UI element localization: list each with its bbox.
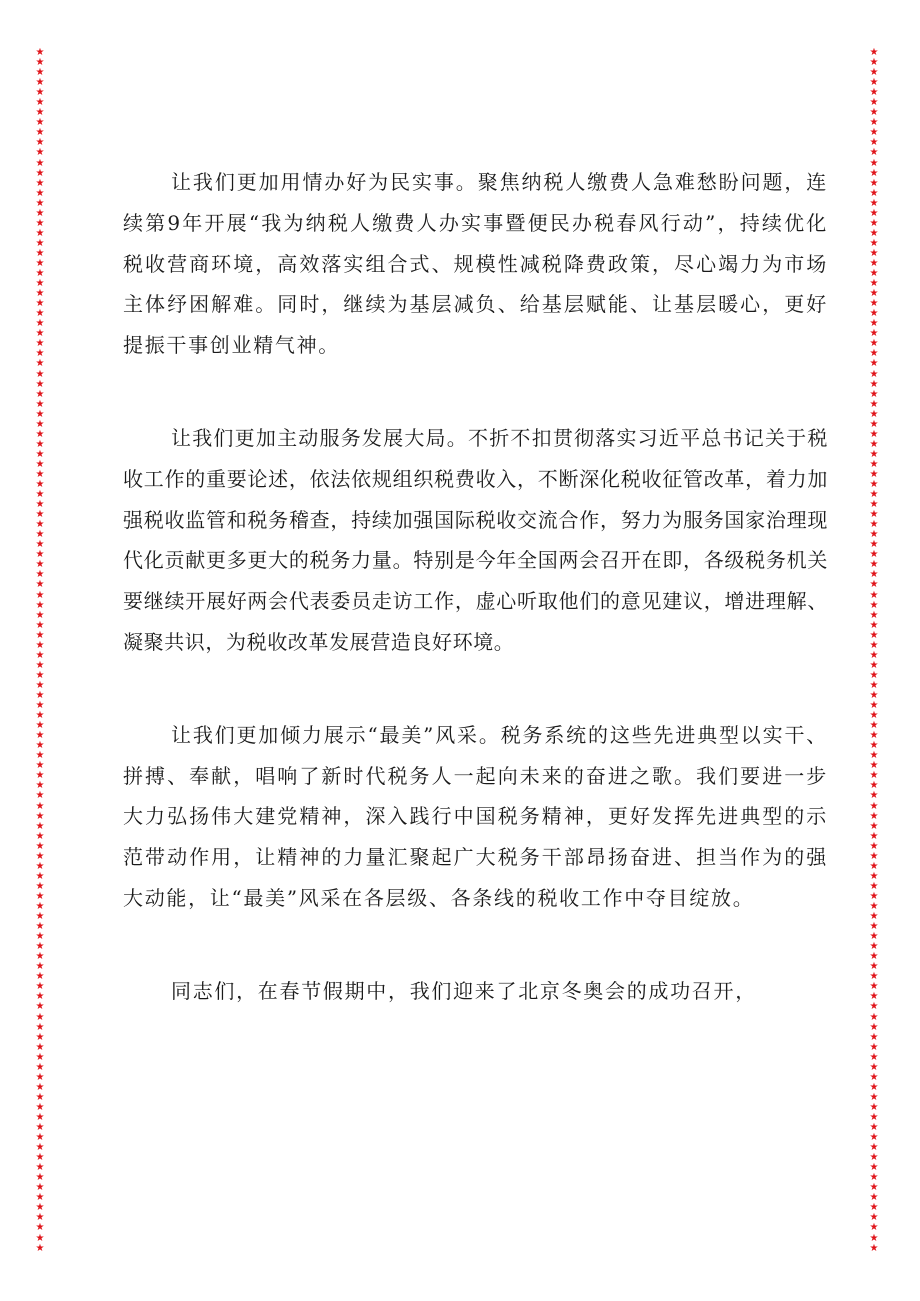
paragraph-1: 让我们更加用情办好为民实事。聚焦纳税人缴费人急难愁盼问题，连续第9年开展“我为纳税人缴费人办实事暨便民办税春风行动”，持续优化税收营商环境，高效落实组合式、规模性减税降费政策，尽心竭力为市场主体纾困解难。同时，继续为基层减负、给基层赋能、让基层暖心，更好提振干事创业精气神。 bbox=[123, 170, 828, 358]
paragraph-3: 让我们更加倾力展示“最美”风采。税务系统的这些先进典型以实干、拼搏、奉献，唱响了新时代税务人一起向未来的奋进之歌。我们要进一步大力弘扬伟大建党精神，深入践行中国税务精神，更好发挥先进典型的示范带动作用，让精神的力量汇聚起广大税务干部昂扬奋进、担当作为的强大动能，让“最美”风采在各层级、各条线的税收工作中夺目绽放。 bbox=[123, 722, 828, 910]
right-star-border: ★ ★ ★ ★ ★ ★ ★ ★ ★ ★ ★ ★ ★ ★ ★ ★ ★ ★ ★ ★ ★ ★ ★ ★ ★ ★ ★ ★ ★ ★ ★ ★ ★ ★ ★ ★ ★ ★ ★ ★ ★ ★ ★ ★ ★ ★ ★ ★ ★ ★ ★ ★ ★ ★ ★ ★ ★ ★ ★ ★ ★ ★ ★ ★ ★ ★ ★ ★ ★ ★ ★ ★ ★ ★ ★ ★ ★ ★ ★ ★ ★ ★ ★ ★ ★ ★ ★ ★ ★ ★ ★ ★ ★ ★ ★ ★ ★ ★ ★ ★ ★ ★ ★ ★ ★ ★ ★ ★ ★ ★ ★ ★ ★ ★ ★ ★ ★ ★ ★ ★ bbox=[869, 48, 879, 1253]
paragraph-4: 同志们，在春节假期中，我们迎来了北京冬奥会的成功召开， bbox=[171, 978, 757, 1003]
paragraph-2: 让我们更加主动服务发展大局。不折不扣贯彻落实习近平总书记关于税收工作的重要论述，依法依规组织税费收入，不断深化税收征管改革，着力加强税收监管和税务稽查，持续加强国际税收交流合作，努力为服务国家治理现代化贡献更多更大的税务力量。特别是今年全国两会召开在即，各级税务机关要继续开展好两会代表委员走访工作，虚心听取他们的意见建议，增进理解、凝聚共识，为税收改革发展营造良好环境。 bbox=[123, 425, 828, 654]
left-star-border: ★ ★ ★ ★ ★ ★ ★ ★ ★ ★ ★ ★ ★ ★ ★ ★ ★ ★ ★ ★ ★ ★ ★ ★ ★ ★ ★ ★ ★ ★ ★ ★ ★ ★ ★ ★ ★ ★ ★ ★ ★ ★ ★ ★ ★ ★ ★ ★ ★ ★ ★ ★ ★ ★ ★ ★ ★ ★ ★ ★ ★ ★ ★ ★ ★ ★ ★ ★ ★ ★ ★ ★ ★ ★ ★ ★ ★ ★ ★ ★ ★ ★ ★ ★ ★ ★ ★ ★ ★ ★ ★ ★ ★ ★ ★ ★ ★ ★ ★ ★ ★ ★ ★ ★ ★ ★ ★ ★ ★ ★ ★ ★ ★ ★ ★ ★ ★ ★ ★ ★ bbox=[35, 48, 45, 1253]
document-body bbox=[123, 162, 828, 1064]
